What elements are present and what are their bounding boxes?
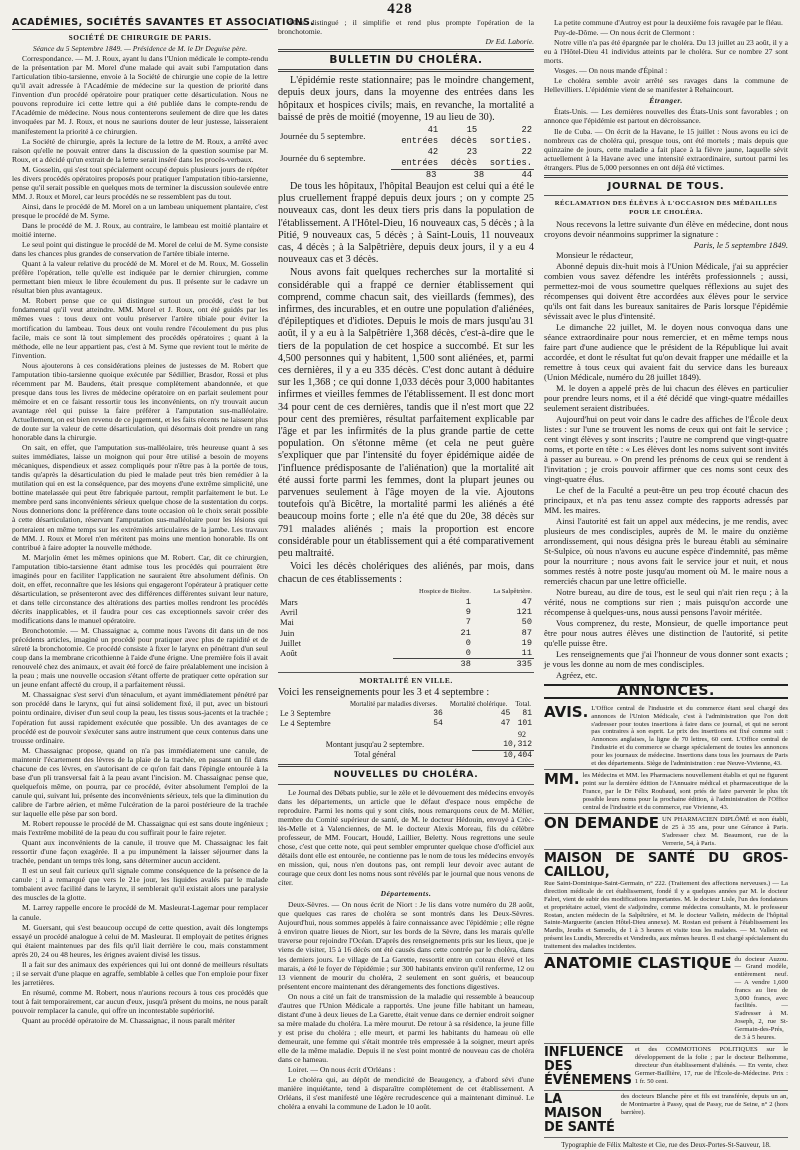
section-header-academies: ACADÉMIES, SOCIÉTÉS SAVANTES ET ASSOCIATIONS. xyxy=(12,18,268,30)
ad-text: et des COMMOTIONS POLITIQUES sur le développement de la folie ; par le docteur Belhomme, directeur d'un établissement d'aliénés. — En vente, chez Germer-Baillière, 17, rue de l'École-de-Médecine. Prix : 1 fr. 50 cent. xyxy=(634,1046,788,1085)
monthly-header xyxy=(278,587,534,597)
ville-totals xyxy=(278,740,534,761)
article-paragraph: Bronchotomie. — M. Chassaignac a, comme nous l'avons dit dans un de nos précédents articles, imaginé un procédé pour pratiquer avec plus de rapidité et de sûreté la bronchotomie. Ce procédé consiste à fixer le larynx en pénétrant d'un seul coup dans la membrane cricothienne à l'aide d'une érigne. Une première fois il avait renouvelé chez des animaux, et avait été forcé de faire préalablement une incision à la peau ; mais une nouvelle occasion s'étant offerte de pratiquer cette opération sur un jeune enfant affecté du croup, il a parfaitement réussi. xyxy=(12,626,268,690)
monthly-bicetre: 0 xyxy=(465,647,471,658)
monthly-row xyxy=(278,617,534,627)
ad-text: les Médecins et MM. les Pharmaciens nouvellement établis et qui ne figurent point sur la dernière édition de l'Annuaire médical et pharmaceutique de la France, par le Dr Félix Roubaud, sont priés de faire parvenir le plus tôt possible leurs noms pour la prochaine édition, à l'administration de l'Office central de l'industrie et du commerce, rue Vivienne, 43. xyxy=(582,772,788,811)
monthly-total-salpetriere: 335 xyxy=(473,659,534,670)
daily-deces: 23 décès xyxy=(450,147,478,168)
monthly-total-spacer xyxy=(278,659,393,670)
ville-intro: Voici les renseignements pour les 3 et 4 septembre : xyxy=(278,687,490,699)
departement-paragraph: Notre ville n'a pas été épargnée par le choléra. Du 13 juillet au 23 août, il y a eu à l'Hôtel-Dieu 41 individus atteints par le choléra. Sur ce nombre 27 sont morts. xyxy=(544,38,788,66)
bulletin-paragraph: De tous les hôpitaux, l'hôpital Beaujon est celui qui a été le plus cruellement frappé depuis deux jours ; on y compte 25 nouveaux cas, dont les deux tiers pris dans la population de l'établissement. A l'Hôtel-Dieu, 16 nouveaux cas, 5 décès ; à la Pitié, 9 nouveaux cas, 5 décès ; à Saint-Louis, 11 nouveaux cas, 4 décès ; à la Salpêtrière, depuis deux jours, il y a eu 4 nouveaux cas et 3 décès. xyxy=(278,181,534,266)
printer-footer: Typographie de Félix Malteste et Cie, rue des Deux-Portes-St-Sauveur, 18. xyxy=(561,1141,771,1150)
ville-montant-label: Montant jusqu'au 2 septembre. xyxy=(325,739,425,749)
ad-text: du docteur Auzou. — Grand modèle, entièrement neuf. — A vendre 1,600 francs au lieu de 3,000 francs, avec facilités. — S'adresser à M. Joseph, 2, rue St-Germain-des-Prés, de 3 à 5 heures. xyxy=(734,955,788,1041)
monthly-totals xyxy=(278,659,534,670)
ville-montant-value: 10,312 xyxy=(503,739,532,749)
daily-row xyxy=(278,125,534,147)
letter-paragraph: Les renseignements que j'ai l'honneur de vous donner sont exacts ; je vous les donne au nom de mes condisciples. xyxy=(544,648,788,669)
divider xyxy=(278,764,534,767)
monthly-month: Juillet xyxy=(280,637,302,648)
departements-text xyxy=(278,900,534,1111)
monthly-salpetriere: 47 xyxy=(521,596,532,607)
monthly-row xyxy=(278,607,534,617)
advertisement xyxy=(544,1091,788,1138)
monthly-head-spacer xyxy=(278,587,393,597)
etranger-paragraph: Ile de Cuba. — On écrit de la Havane, le 15 juillet : Nous avons eu ici de nombreux cas de choléra qui, presque tous, ont été mortels ; mais depuis que quinzaine de jours, cette maladie a fait place à la fièvre jaune, laquelle sévit actuellement à la Havane avec une intensité extraordinaire, surtout parmi les étrangers. Plus de 5,000 personnes en ont déjà été victimes. xyxy=(544,126,788,172)
article-paragraph: Le seul point qui distingue le procédé de M. Morel de celui de M. Syme consiste dans les chances plus grandes de conservation de l'artère tibiale interne. xyxy=(12,240,268,259)
daily-sorties: 22 sorties. xyxy=(489,147,532,168)
article-paragraph: M. Chassaignac propose, quand on n'a pas immédiatement une canule, de maintenir l'écartement des lèvres de la plaie de la trachée, en passant un fil dans chacune de ces lèvres, en s'autorisant de ce qu'on fait dans l'épingle entourée à la base d'un pli transversal fait à la peau avant l'incision. M. Chassaignac pense que, quelquefois même, on pourra, par ce procédé, éviter absolument l'emploi de la canule qui, suivant lui, présente des inconvénients sérieux, tels que la diminution du calibre de l'arbre aérien, et même l'ulcération de la paroi postérieure de la trachée sur laquelle elle pèse par son bord. xyxy=(12,745,268,818)
ville-head-cell: Mortalité par maladies diverses. xyxy=(349,700,438,708)
monthly-month: Août xyxy=(280,648,298,659)
reclamation-body xyxy=(544,261,788,669)
letter-paragraph: Notre bureau, au dire de tous, est le seul qui n'ait rien reçu ; à la vérité, nous ne comptions sur rien ; mais puisqu'on accorde une récompense à quelques-uns, nous aussi pensons l'avoir méritée. xyxy=(544,586,788,617)
ville-diverses: 36 xyxy=(433,708,443,718)
monthly-month: Juin xyxy=(280,627,295,638)
letter-paragraph: Aujourd'hui on peut voir dans le cadre des affiches de l'École deux listes : sur l'une se trouvent les noms de ceux qui ont fait le service ; cent vingt élèves y sont inscrits ; l'autre ne comprend que vingt-quatre noms, et porte en tête : « Les élèves dont les noms suivent sont invités à passer au bureau. » On prend les prénoms de ceux qui se rendent à l'invitation ; je crois pouvoir affirmer que ces noms sont ceux des vingt-quatre élus. xyxy=(544,413,788,484)
monthly-bicetre: 7 xyxy=(465,617,471,628)
ville-general-label: Total général xyxy=(353,750,396,760)
total-sorties: 44 xyxy=(486,170,534,182)
monthly-bicetre: 0 xyxy=(465,637,471,648)
ville-header xyxy=(278,701,534,709)
daily-sorties: 22 sorties. xyxy=(489,125,532,146)
divider xyxy=(544,175,788,178)
news-intro: Le Journal des Débats publie, sur le zèle et le dévouement des médecins envoyés dans les départements, un article que le défaut d'espace nous empêche de reproduire. Parmi les noms qui y sont cités, nous remarquons ceux de M. Mélier, membre du Comité supérieur de santé, de M. le docteur Hédouin, envoyé à Crèc-lès-Melle et à Valenciennes, de M. le docteur Alexis Moreau, fils du célèbre professeur, de MM. Foucart, Houdé, Laillier, Beletty. Nous regrettons une seule chose, c'est que cette note, qui peut sembler emprunter quelque chose d'officiel aux détails dont elle est entourée, ne contienne pas le nom de tous les médecins envoyés en mission, qui, nous n'en doutons pas, ont rempli leur devoir avec autant de courage que ceux dont les noms nous sont révélés par le journal que nous venons de citer. xyxy=(278,787,534,888)
daily-entrees: 42 entrées xyxy=(401,147,439,168)
article-paragraph: M. Robert repousse le procédé de M. Chassaignac qui est sans doute ingénieux ; mais l'extrême mobilité de la peau du cou suffirait pour le faire rejeter. xyxy=(12,819,268,838)
ad-text: Rue Saint-Dominique-Saint-Germain, n° 222. (Traitement des affections nerveuses.) — La direction médicale de cet établissement, fondé il y a quelques années par M. le docteur Falret, vient de subir des modifications importantes. M. le docteur Lisle, l'un des fondateurs et propriétaire actuel, vient de s'adjoindre, comme médecins consultants, M. le professeur Rostan, ancien médecin de la Salpêtrière, et M. le docteur Vallein, médecin de l'hôpital Sainte-Marguerite (ancien Hôtel-Dieu annexe). M. Rostan est présent à l'établissement les Mardis, Jeudis et Samedis, de 1 à 3 heures et visite tous les malades. — M. Vallein est présent les Lundis, Mercredis et Vendredis, aux mêmes heures. Il est chargé spécialement du traitement des maladies incidentes. xyxy=(544,880,789,950)
ville-row xyxy=(278,709,534,719)
daily-totals xyxy=(278,169,534,181)
monthly-head-salpetriere: La Salpêtrière. xyxy=(493,587,532,595)
article-paragraph: Ainsi, dans le procédé de M. Morel on a un lambeau uniquement plantaire, c'est presque le procédé de M. Syme. xyxy=(12,201,268,220)
journal-title: JOURNAL DE TOUS. xyxy=(607,180,725,192)
article-paragraph: M. Robert pense que ce qui distingue surtout un procédé, c'est le but fondamental qu'il veut atteindre. MM. Morel et J. Roux, ont été guidés par les mêmes vues : tous deux ont voulu préserver l'artère tibiale pour éviter la mortification du lambeau. Tous deux ont voulu rendre l'écoulement du pus plus facile, mais ce sont là tout simplement des procédés opératoires ; quant à la méthode, elle ne leur appartient pas, c'est à M. Syme que revient tout le mérite de l'invention. xyxy=(12,296,268,360)
ad-heading: ON DEMANDE xyxy=(544,814,660,833)
reclamation-date: Paris, le 5 septembre 1849. xyxy=(693,239,788,250)
monthly-row xyxy=(278,648,534,659)
advertisement xyxy=(544,1044,788,1091)
departement-paragraph: Puy-de-Dôme. — On nous écrit de Clermont : xyxy=(554,28,695,38)
monthly-salpetriere: 19 xyxy=(521,637,532,648)
departement-paragraph: Loiret. — On nous écrit d'Orléans : xyxy=(288,1065,396,1075)
article-paragraph: M. Marjolin émet les mêmes opinions que M. Robert. Car, dit ce chirurgien, l'amputation tibio-tarsienne étant admise tous les procédés qui pourraient être imaginés pour en faciliter l'application ne sauraient être absolument définis. On doit, en effet, reconnaître que les lésions qui engageront l'opérateur à pratiquer cette désarticulation, se présenteront avec des différences différentes suivant leur nature, et dans telle circonstance des altérations des parties molles rendront les procédés décrits inapplicables, et il faudra pour ces cas exceptionnels savoir créer des modifications dans le manuel opératoire. xyxy=(12,552,268,625)
daily-entrees: 41 entrées xyxy=(401,125,439,146)
monthly-salpetriere: 11 xyxy=(521,647,532,658)
article-paragraph: Nous ajouterons à ces considérations pleines de justesses de M. Robert que l'amputation tibio-tarsienne quoique exécutée par Sédillier, Brasdor, Rossi et plus récemment par M. Baudens, était presque complètement abandonnée, et que presque dans tous les livres de médecine opératoire on en parlait seulement pour mémoire et en ce faisant ressortir tous les inconvénients, on n'y trouvait aucun avantage réel qui puisse la faire préférer à l'amputation sus-malléolaire. Actuellement, on est bien revenu de ce jugement, et les faits récents ne laissent plus de doute sur la valeur de cette désarticulation, qui désormais doit prendre un rang honorable dans la chirurgie. xyxy=(12,360,268,443)
column-cholera xyxy=(278,18,534,1112)
departement-paragraph: La petite commune d'Autroy est pour la deuxième fois ravagée par le fléau. xyxy=(554,18,783,27)
daily-deces: 15 décès xyxy=(450,125,478,146)
letter-paragraph: M. le doyen a appelé près de lui chacun des élèves en particulier pour prendre leurs noms, et il a été décidé que vingt-quatre médailles seulement seraient distribuées. xyxy=(544,382,788,413)
article-paragraph: On sait, en effet, que l'amputation sus-malléolaire, très heureuse quant à ses suites immédiates, laisse un moignon qui pour être utilisé a besoin de moyens mécaniques, dispendieux et assez compliqués pour n'être pas à la portée de tous, tandis qu'après la désarticulation du pied le malade peut très bien remédier à la mutilation qui en est la conséquence, par des moyens d'une extrême simplicité, une bottine matelassée qui peut être fabriquée partout, remplit parfaitement le but. Le membre perd sans inconvénients sérieux quelque chose de la sustentation du corps. Nous donnerions donc la préférence dans toute occasion où le choix serait possible à cette désarticulation, réservant l'amputation sus-malléolaire pour les lésions qui porteraient en même temps sur les extrémités articulaires de la jambe. Les travaux de MM. J. Roux et Morel n'en méritent pas moins une mention honorable. Ils ont contribué à faire adopter la nouvelle méthode. xyxy=(12,443,268,552)
reclamation-signoff: Agréez, etc. xyxy=(556,669,598,680)
ville-title: MORTALITÉ EN VILLE. xyxy=(359,676,453,686)
letter-paragraph: Abonné depuis dix-huit mois à l'Union Médicale, j'ai su apprécier combien vous savez défendre les intérêts professionnels ; aussi, permettez-moi de vous soumettre quelques réflexions au sujet des récompenses qui doivent être accordées aux élèves pour le service qu'ils ont fait dans les bureaux sanitaires de Paris lorsque l'épidémie sévissait avec le plus d'intensité. xyxy=(544,260,788,321)
advertisement xyxy=(544,703,788,770)
columns xyxy=(12,17,789,1150)
ad-text: UN PHARMACIEN DIPLÔMÉ et non établi, de 25 à 35 ans, pour une Gérance à Paris. S'adresser chez M. Beaumont, rue de la Verrerie, 54, à Paris. xyxy=(662,816,788,847)
monthly-salpetriere: 50 xyxy=(521,617,532,628)
bulletin-paragraph: Nous avons fait quelques recherches sur la mortalité si considérable qui a frappé ce dernier établissement qui comprend, comme chacun sait, des vieillards (femmes), des infirmes, des incurables, et en outre une population d'aliénées, d'épileptiques et d'idiotes. Depuis le mois de mars jusqu'au 31 août, il y a eu à la Salpêtrière 1,368 décès, c'est-à-dire que le tiers de la population de cet hospice a succombé. Et sur les 4,500 personnes qui y habitent, 1,500 sont aliénées, et, parmi ces dernières, il y a eu 335 décès. C'est donc autant à déduire sur les 1,368 ; ce qui donne 1,033 décès pour 3,000 habitantes infirmes et vieilles femmes de l'établissement. Il est donc mort 34 pour cent de ces dernières, tandis que il n'est mort que 22 pour cent des premières, résultat parfaitement explicable par l'âge et par les infirmités de la plus grande partie de cette population. On s'étonne même (et cela ne peut guère s'expliquer que par l'intensité du foyer épidémique aidée de l'influence prédisposante de l'aliénation) que la mortalité ait été aussi forte parmi les femmes, dont la plupart jeunes ou parvenues seulement à l'âge moyen de la vie. Ajoutons toutefois qu'à Bicêtre, la mortalité parmi les aliénés a été beaucoup moins forte ; elle n'a été que du 20e, 38 décès sur 791 malades aliénés ; mais la proportion est encore considérable pour un établissement qui a été comparativement peu maltraité. xyxy=(278,267,534,560)
monthly-bicetre: 9 xyxy=(465,607,471,618)
ville-diverses: 54 xyxy=(433,718,443,728)
etranger-title: Étranger. xyxy=(649,96,683,106)
divider xyxy=(278,784,534,785)
ville-cholerique: 45 xyxy=(500,708,511,718)
letter-paragraph: Ainsi l'autorité est fait un appel aux médecins, je me rendis, avec plusieurs de mes condisciples, auprès de M. le maire du onzième arrondissement, qui nous désigna près le bureau établi au séminaire St-Sulpice, où nous n'avons eu aucune espèce d'indemnité, pas même pour la nourriture ; nous avons fait le service jour et nuit, et nous sommes restés à notre poste jusqu'au moment où M. le maire nous a remerciés chacun par une lettre officielle. xyxy=(544,515,788,586)
ad-heading: ANATOMIE CLASTIQUE xyxy=(544,953,732,972)
reclamation-title: RÉCLAMATION DES ÉLÈVES À L'OCCASION DES MÉDAILLES POUR LE CHOLÉRA. xyxy=(554,199,778,216)
advertisement xyxy=(544,954,788,1045)
monthly-month: Mai xyxy=(280,617,294,628)
advertisement xyxy=(544,850,788,953)
letter-paragraph: Vous comprenez, du reste, Monsieur, de quelle importance peut être pour nous autres élèves une distinction de l'autorité, si petite qu'elle puisse être. xyxy=(544,617,788,648)
departement-paragraph: Le choléra semble avoir arrêté ses ravages dans la commune de Hellevilliers. L'épidémie vient de se manifester à Rehaincourt. xyxy=(544,76,788,95)
ad-heading: LA MAISON DE SANTÉ xyxy=(544,1092,615,1136)
article-paragraph: Il a fait sur des animaux des expériences qui lui ont donné de meilleurs résultats ; il se servait d'une plaque en agraffe, semblable à celles que l'on emploie pour fixer les jarretières. xyxy=(12,959,268,987)
daily-label: Journée du 6 septembre. xyxy=(280,152,366,163)
divider xyxy=(544,195,788,196)
article-paragraph: Quant aux inconvénients de la canule, il trouve que M. Chassaignac les fait ressortir d'une façon exagérée. Il a pu impunément la laisser séjourner dans la trachée, pendant un temps très long, sans déterminer aucun accident. xyxy=(12,838,268,866)
monthly-bicetre: 1 xyxy=(465,596,471,607)
society-title: SOCIÉTÉ DE CHIRURGIE DE PARIS. xyxy=(68,33,212,43)
daily-row xyxy=(278,147,534,169)
article-paragraph: La Société de chirurgie, après la lecture de la lettre de M. Roux, a arrêté avec raison qu'elle ne pouvait entrer dans la discussion de la question soumise par M. Roux, et a décidé qu'un extrait de la lettre serait inséré dans les procès-verbaux. xyxy=(12,136,268,164)
ad-heading: AVIS. xyxy=(544,702,589,721)
ad-heading: INFLUENCE DES ÉVÉNEMENS xyxy=(544,1045,632,1089)
etranger-paragraph: États-Unis. — Les dernières nouvelles des États-Unis sont favorables ; on annonce que l'épidémie est partout en décroissance. xyxy=(544,107,788,126)
article-paragraph: En résumé, comme M. Robert, nous n'aurions recours à tous ces procédés que tout à fait temporairement, car aucun d'eux, jusqu'à présent du moins, ne nous paraît pouvoir remplacer la canule, qui offre un incontestable supériorité. xyxy=(12,987,268,1015)
ville-cholerique: 47 xyxy=(500,718,511,728)
bulletin-intro: L'épidémie reste stationnaire; pas le moindre changement, depuis deux jours, dans la moyenne des entrées dans les hôpitaux et hospices civils; mais, en revanche, la mortalité a baissé de près de moitié (moyenne, 19 au lieu de 30). xyxy=(278,75,534,123)
article-paragraph: M. Chassaignac s'est servi d'un ténaculum, et ayant immédiatement pénétré par son procédé dans le larynx, qui fut ainsi solidement fixé, il put, avec un bistouri pointu ordinaire, diviser d'un seul coup la peau, les tissus sous-jacents et la trachée ; l'opération fut aussi rapidement exécutée que possible. Un des avantages de ce procédé est de pouvoir s'exécuter sans autre instrument que ceux contenus dans une trousse ordinaire. xyxy=(12,690,268,745)
article-paragraph: M. Gosselin, qui s'est tout spécialement occupé depuis plusieurs jours de répéter les divers procédés opératoires proposés pour pratiquer l'amputation tibio-tarsienne, pense qu'il serait possible en quelques mots de terminer la discussion soulevée entre MM. J. Roux et Morel, car leurs procédés ne se ressemblent pas du tout. xyxy=(12,164,268,201)
page-number: 428 xyxy=(387,1,413,17)
monthly-month: Avril xyxy=(280,607,298,618)
ad-heading: MAISON DE SANTÉ DU GROS-CAILLOU, xyxy=(544,851,788,881)
article-paragraph: Correspondance. — M. J. Roux, ayant lu dans l'Union médicale le compte-rendu de la présentation par M. Morel d'une malade qui avait subi l'amputation dans l'articulation tibio-tarsienne, envoie à la Société de chirurgie une copie de la lettre qu'il avait adressée à l'Académie de médecine sur la question de priorité dans l'invention d'un procédé opératoire pour pratiquer cette désarticulation. Nous ne pouvons reproduire ici cette lettre qui a été publiée dans le compte-rendu de l'Académie de médecine. Nous nous contenterons seulement de dire que les dates invoquées par M. J. Roux, et nous ne saurions douter de leur justesse, laisseraient manifestement la priorité à ce chirurgien. xyxy=(12,54,268,136)
ville-head-cell: Mortalité cholérique. xyxy=(449,700,508,708)
article-paragraph: M. Guersant, qui s'est beaucoup occupé de cette question, avait dès longtemps essayé un procédé analogue à celui de M. Masleurat. Il employait de petites érignes qui étaient maintenues par des fils qu'il liait derrière le cou, mais constamment après 20, 24 ou 48 heures, les érignes avaient divisé les tissus. xyxy=(12,922,268,959)
departements-title: Départements. xyxy=(380,889,432,899)
monthly-row xyxy=(278,638,534,648)
ad-text: des docteurs Blanche père et fils est transférée, depuis un an, de Montmartre à Passy, quai de Passy, rue de Seine, n° 2 (hors barrière). xyxy=(620,1093,788,1117)
advertisements xyxy=(544,703,788,1138)
advertisement xyxy=(544,814,788,850)
letter-paragraph: Le dimanche 22 juillet, M. le doyen nous convoqua dans une séance extraordinaire pour nous remercier, et en même temps nous faire part d'une audience que le président de la République lui avait accordée, et dont le résultat fut qu'on devait frapper une médaille et la remettre à tous ceux qui avaient fait du service dans les bureaux (Union Médicale, numéro du 28 juillet 1849). xyxy=(544,321,788,382)
daily-label: Journée du 5 septembre. xyxy=(280,130,366,141)
daily-table xyxy=(278,125,534,169)
total-entrees: 83 xyxy=(391,170,439,182)
ville-total: 101 xyxy=(517,718,532,728)
annonces-title: ANNONCES. xyxy=(544,684,788,699)
letter-paragraph: Le chef de la Faculté a peut-être un peu trop écouté chacun des principaux, et n'a pas tenu assez compte des rapports adressés par MM. les maires. xyxy=(544,484,788,515)
ville-label: Le 3 Septembre xyxy=(280,708,331,718)
bulletin-text xyxy=(278,181,534,586)
ville-total: 81 xyxy=(522,708,532,718)
ville-table xyxy=(278,701,534,729)
reclamation-salute: Monsieur le rédacteur, xyxy=(556,249,634,260)
ville-row xyxy=(278,719,534,729)
article-paragraph: Il est un seul fait curieux qu'il signale comme conséquence de la présence de la canule ; il a remarqué que vers le 21e jour, les liquides avalés par le malade tombaient avec facilité dans le larynx, il semblerait qu'il existait alors une paralysie des muscles de la glotte. xyxy=(12,866,268,903)
ville-label: Le 4 Septembre xyxy=(280,718,331,728)
ville-sum: 92 xyxy=(518,729,526,739)
departement-paragraph: On nous a cité un fait de transmission de la maladie qui ressemble à beaucoup d'autres que l'Union Médicale a rapportés. Une jeune fille habitant un hameau, distant d'une à deux lieues de La Garette, était venue dans ce dernier endroit soigner sa mère malade du choléra. La mère mourut. De retour à sa résidence, la jeune fille y est prise du choléra ; elle meurt, et parmi les habitants du hameau où elle demeurait, une femme qui s'était montrée très empressée à la soigner, meurt après elle de la même maladie. Depuis il ne s'est point montré de nouveau cas de choléra dans ce hameau. xyxy=(278,991,534,1065)
divider xyxy=(278,49,534,52)
session-line: Séance du 5 Septembre 1849. — Présidence de M. le Dr Deguise père. xyxy=(32,44,248,54)
bulletin-paragraph: Voici les décès cholériques des aliénés, par mois, dans chacun de ces établissements : xyxy=(278,561,534,585)
article-paragraph: Quant à la valeur relative du procédé de M. Morel et de M. Roux, M. Gosselin préfère l'opération, telle qu'elle est indiquée par le dernier chirurgien, comme permettant bien mieux le libre écoulement du pus. Il présente sur le cadavre un résultat bien plus avantageux. xyxy=(12,259,268,296)
departements-continued xyxy=(544,18,788,94)
total-deces: 38 xyxy=(438,170,486,182)
divider xyxy=(278,672,534,673)
ad-heading: MM. xyxy=(544,770,580,789)
academies-article xyxy=(12,54,268,1025)
departement-paragraph: Vosges. — On nous mande d'Épinal : xyxy=(554,66,668,76)
bulletin-title: BULLETIN DU CHOLÉRA. xyxy=(329,54,483,67)
reclamation-intro: Nous recevons la lettre suivante d'un élève en médecine, dont nous croyons devoir néanmoins supprimer la signature : xyxy=(544,218,788,239)
ville-general-value: 10,404 xyxy=(472,750,534,761)
ad-text: L'Office central de l'industrie et du commerce étant seul chargé des annonces de l'Union Médicale, c'est à l'administration que l'on doit s'adresser pour toutes insertions à faire dans ce journal, et qui ne seront pas contraires à son esprit. Le prix des insertions est fixé comme suit : Annonces anglaises, la ligne de 70 lettres, 60 cent. L'Office central de l'industrie et du commerce se charge spécialement de toutes les annonces pour les journaux de médecine. Insertions dans tous les journaux de Paris et des départements. Siège de l'administration : rue Neuve-Vivienne, 43. xyxy=(591,704,788,767)
monthly-head-bicetre: Hospice de Bicêtre. xyxy=(419,587,471,595)
departement-paragraph: Deux-Sèvres. — On nous écrit de Niort : Je lis dans votre numéro du 28 août, que quelques cas rares de choléra se sont montrés dans les Deux-Sèvres. Aujourd'hui, nous sommes appelés à faire connaissance avec l'épidémie ; elle règne à environ quatre lieues de Niort, sur les bords de la Sèvre, dans les marais qu'elle traverse pour rejoindre l'Océan. D'après des renseignements pris sur les lieux, que je viens de visiter, 15 à 16 décès ont été causés dans cette contrée par le choléra, dans les derniers jours. Le village de La Garette, ressortit entre un coteau élevé et les marais, a été le foyer de l'épidémie ; sur 300 habitants environ qu'il renferme, 12 ou 13 viennent de mourir du choléra, 2 seulement en sont guéris, et beaucoup présentent encore maintenant des dérangements des fonctions digestives. xyxy=(278,900,534,991)
divider xyxy=(278,69,534,72)
article-signature: Dr Ed. Laborie. xyxy=(485,37,534,47)
news-title: NOUVELLES DU CHOLÉRA. xyxy=(333,769,479,780)
etranger-text xyxy=(544,107,788,171)
article-paragraph: M. Larrey rappelle encore le procédé de M. Masleurat-Lagemar pour remplacer la canule. xyxy=(12,903,268,922)
monthly-bicetre: 21 xyxy=(460,627,471,638)
monthly-salpetriere: 121 xyxy=(516,607,532,618)
monthly-total-bicetre: 38 xyxy=(393,659,473,670)
monthly-row xyxy=(278,597,534,607)
article-paragraph: Quant au procédé opératoire de M. Chassaignac, il nous paraît mériter xyxy=(22,1016,235,1026)
monthly-table xyxy=(278,587,534,670)
article-paragraph: Dans le procédé de M. J. Roux, au contraire, le lambeau est moitié plantaire et moitié interne. xyxy=(12,220,268,240)
monthly-salpetriere: 87 xyxy=(521,627,532,638)
continued-text: d'être distingué ; il simplifie et rend plus prompte l'opération de la bronchotomie. xyxy=(278,18,534,37)
reclamation-letter xyxy=(544,219,788,680)
column-journal xyxy=(544,18,789,1150)
advertisement xyxy=(544,770,788,814)
monthly-row xyxy=(278,628,534,638)
ville-head-spacer xyxy=(278,701,342,709)
departement-paragraph: Le choléra qui, au dépôt de mendicité de Beaugency, a d'abord sévi d'une manière inquiétante, tend à disparaître complètement de cet établissement. A Orléans, il s'est manifesté une légère recrudescence qui a maintenant diminué. Le choléra a envahi la commune de Ladon le 10 août. xyxy=(278,1075,534,1112)
bulletin-body xyxy=(278,75,534,669)
ville-head-cell: Total. xyxy=(515,700,531,708)
monthly-month: Mars xyxy=(280,596,298,607)
